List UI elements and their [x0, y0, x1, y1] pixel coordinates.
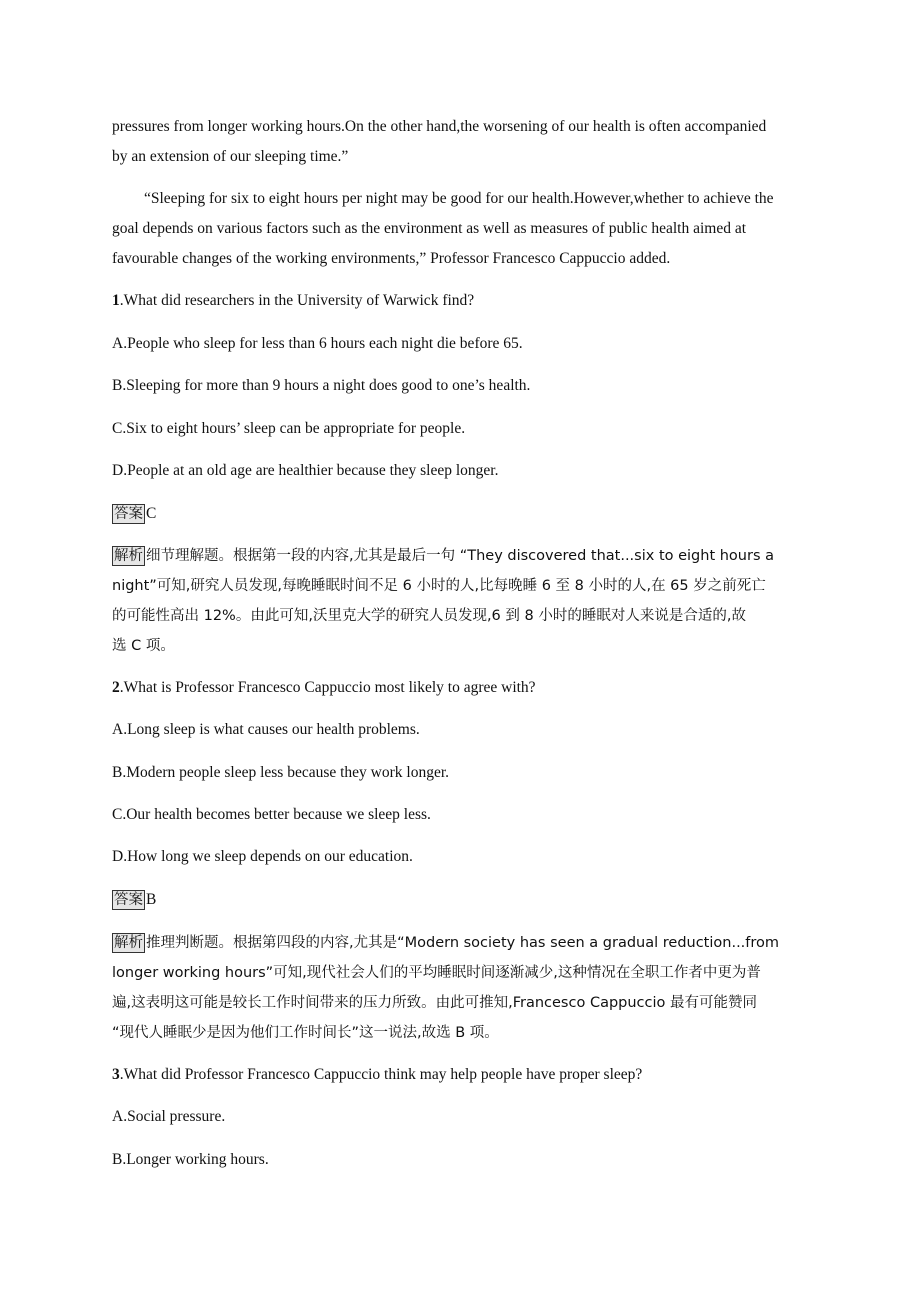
- question-3-text: .What did Professor Francesco Cappuccio think may help people have proper sleep?: [119, 1066, 643, 1083]
- question-1-option-c: C.Six to eight hours’ sleep can be appropriate for people.: [112, 420, 466, 437]
- question-2-option-d: D.How long we sleep depends on our education.: [112, 848, 413, 865]
- question-2-analysis-line-3: 遍,这表明这可能是较长工作时间带来的压力所致。由此可推知,Francesco Cappuccio 最有可能赞同: [112, 995, 757, 1011]
- analysis-tag: 解析: [114, 548, 143, 564]
- answer-tag: 答案: [114, 506, 143, 522]
- question-1-analysis-line-2: night”可知,研究人员发现,每晚睡眠时间不足 6 小时的人,比每晚睡 6 至 8 小时的人,在 65 岁之前死亡: [112, 578, 766, 594]
- answer-tag: 答案: [114, 892, 143, 908]
- question-1-analysis-line-4: 选 C 项。: [112, 638, 175, 654]
- passage-p1-line-2: by an extension of our sleeping time.”: [112, 148, 349, 165]
- question-1-analysis-line-3: 的可能性高出 12%。由此可知,沃里克大学的研究人员发现,6 到 8 小时的睡眠对人来说是合适的,故: [112, 608, 746, 624]
- question-1-option-d: D.People at an old age are healthier because they sleep longer.: [112, 462, 499, 479]
- question-2-analysis-line-4: “现代人睡眠少是因为他们工作时间长”这一说法,故选 B 项。: [112, 1025, 499, 1041]
- analysis-text: 推理判断题。根据第四段的内容,尤其是“Modern society has seen a gradual reduction...from: [146, 935, 780, 951]
- question-1-option-a: A.People who sleep for less than 6 hours each night die before 65.: [112, 335, 523, 352]
- question-3: [112, 1065, 642, 1085]
- question-2-option-b: B.Modern people sleep less because they work longer.: [112, 764, 450, 781]
- question-2-number: 2: [112, 679, 120, 696]
- question-1-option-b: B.Sleeping for more than 9 hours a night does good to one’s health.: [112, 377, 531, 394]
- question-1-number: 1: [112, 292, 120, 309]
- question-1-analysis-line-1: [112, 546, 774, 566]
- passage-p2-line-2: goal depends on various factors such as the environment as well as measures of public health aimed at: [112, 220, 747, 237]
- question-1: [112, 291, 474, 311]
- question-3-number: 3: [112, 1066, 120, 1083]
- question-3-option-b: B.Longer working hours.: [112, 1151, 269, 1168]
- analysis-text: 细节理解题。根据第一段的内容,尤其是最后一句 “They discovered that...six to eight hours a: [146, 548, 775, 564]
- passage-p1-line-1: pressures from longer working hours.On the other hand,the worsening of our health is often accompanied: [112, 118, 767, 135]
- analysis-tag: 解析: [114, 935, 143, 951]
- question-2-analysis-line-1: [112, 933, 779, 953]
- question-2-answer: [112, 890, 156, 910]
- question-1-text: .What did researchers in the University of Warwick find?: [119, 292, 475, 309]
- passage-p2-line-1: “Sleeping for six to eight hours per night may be good for our health.However,whether to achieve the: [144, 190, 774, 207]
- question-2-option-c: C.Our health becomes better because we sleep less.: [112, 806, 431, 823]
- question-2-option-a: A.Long sleep is what causes our health problems.: [112, 721, 420, 738]
- question-2-text: .What is Professor Francesco Cappuccio most likely to agree with?: [119, 679, 536, 696]
- question-1-answer: [112, 504, 156, 524]
- question-1-answer-value: C: [146, 505, 157, 522]
- question-2-analysis-line-2: longer working hours”可知,现代社会人们的平均睡眠时间逐渐减少,这种情况在全职工作者中更为普: [112, 965, 761, 981]
- question-2: [112, 678, 536, 698]
- question-2-answer-value: B: [146, 891, 157, 908]
- passage-p2-line-3: favourable changes of the working environments,” Professor Francesco Cappuccio added.: [112, 250, 671, 267]
- question-3-option-a: A.Social pressure.: [112, 1108, 226, 1125]
